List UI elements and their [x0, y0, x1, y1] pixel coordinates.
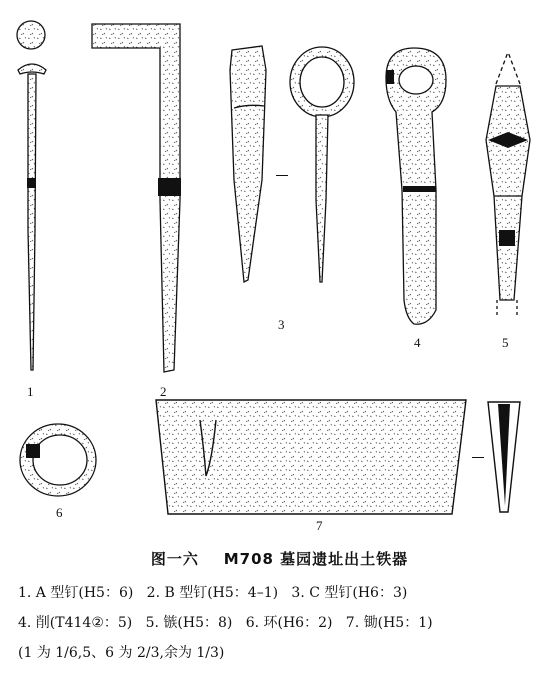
figure-number-7: 7 [316, 518, 323, 533]
nail-c-type-drawing [230, 46, 354, 282]
caption-line-3: (1 为 1/6,5、6 为 2/3,余为 1/3) [18, 645, 225, 661]
ring-drawing [20, 424, 96, 496]
figure-number-4: 4 [414, 335, 421, 350]
hoe-drawing [156, 400, 520, 514]
caption-line-1: 1. A 型钉(H5：6) 2. B 型钉(H5：4–1) 3. C 型钉(H6：3) [18, 585, 408, 601]
section-dash-7 [472, 457, 484, 458]
knife-drawing [386, 48, 446, 324]
nail-a-type-drawing [17, 21, 46, 370]
figure-number-5: 5 [502, 335, 509, 350]
figure-number-2: 2 [160, 384, 167, 399]
caption-line-2: 4. 削(T414②：5) 5. 镞(H5：8) 6. 环(H6：2) 7. 锄(H5：1) [18, 615, 433, 631]
figure-number-3: 3 [278, 317, 285, 332]
figure-number-1: 1 [27, 384, 34, 399]
arrowhead-drawing [486, 52, 530, 318]
nail-b-type-drawing [92, 24, 181, 372]
section-dash-3 [276, 175, 288, 176]
figure-number-6: 6 [56, 505, 63, 520]
figure-title: 图一六 M708 墓园遗址出土铁器 [150, 550, 409, 568]
